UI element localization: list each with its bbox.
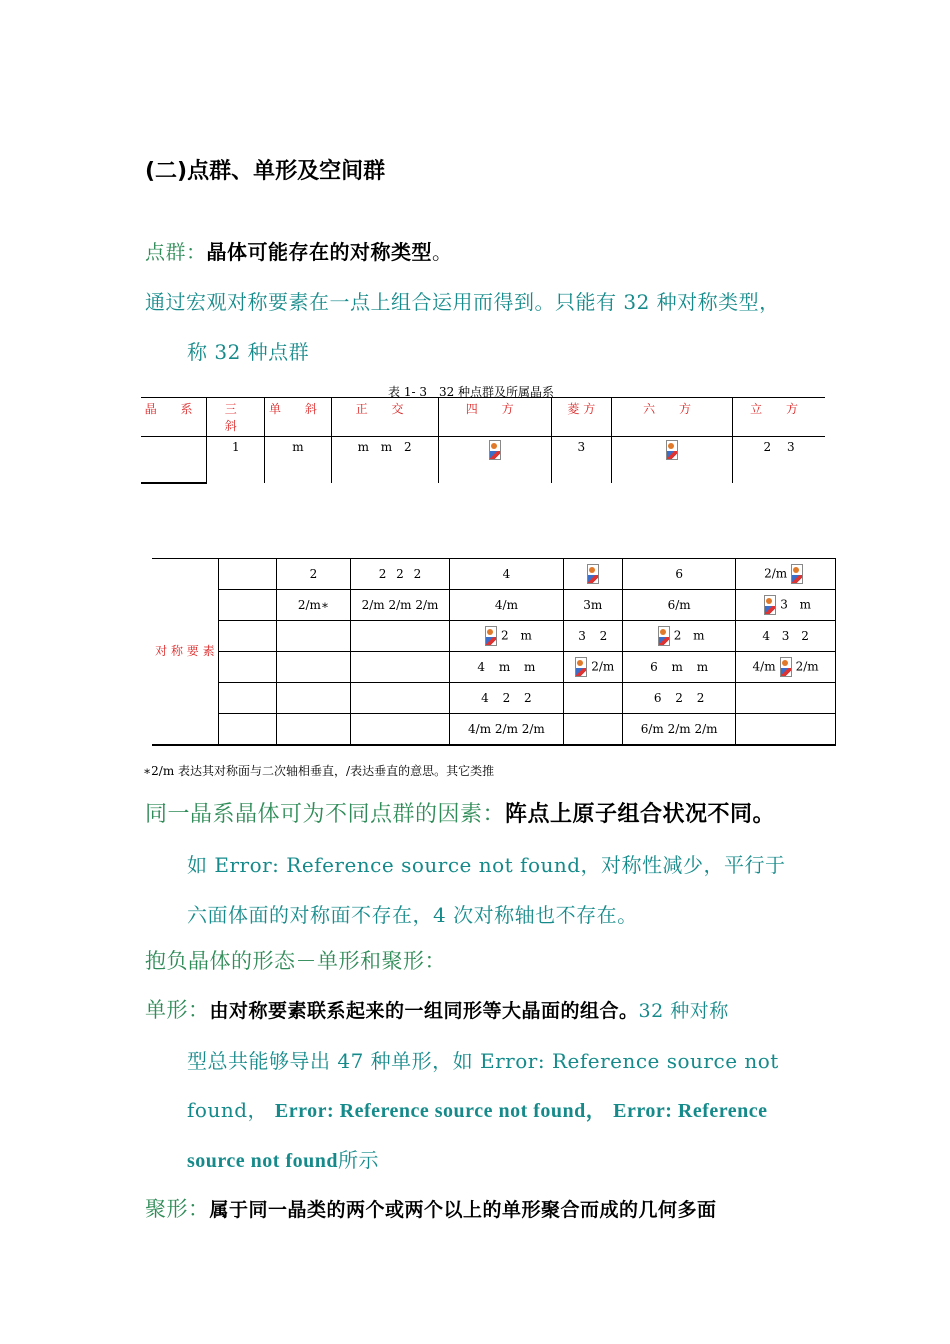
table-cell: 3 xyxy=(551,437,611,484)
table-cell xyxy=(277,652,350,683)
paragraph-error-ref-line1: 如 Error: Reference source not found，对称性减少，平行于 xyxy=(187,853,786,877)
table-row xyxy=(152,621,836,652)
table-cell: m m 2 xyxy=(331,437,438,484)
table-cell: 6 xyxy=(623,559,736,590)
table-cell xyxy=(563,559,623,590)
simple-form-error-ref-1: Error: Reference source not found， xyxy=(274,1100,607,1122)
table-cell: 4 3 2 xyxy=(736,621,836,652)
symmetry-elements-table xyxy=(152,558,836,746)
simple-form-error-ref-2: Error: Reference xyxy=(613,1100,768,1122)
point-group-label: 点群： xyxy=(145,240,207,264)
combined-form-label: 聚形： xyxy=(145,1197,210,1221)
table-cell xyxy=(611,437,732,484)
table-cell xyxy=(277,621,350,652)
table-cell xyxy=(350,714,450,746)
broken-image-icon xyxy=(658,626,670,646)
table-cell: 2 2 2 xyxy=(350,559,450,590)
table-cell: 2/m xyxy=(736,559,836,590)
broken-image-icon xyxy=(791,564,803,584)
table-footnote: ∗2/m 表达其对称面与二次轴相垂直，/表达垂直的意思。其它类推 xyxy=(143,764,495,778)
simple-form-shown: 所示 xyxy=(338,1148,379,1172)
broken-image-icon xyxy=(575,657,587,677)
table-cell xyxy=(350,652,450,683)
table-cell xyxy=(218,683,277,714)
same-system-label: 同一晶系晶体可为不同点群的因素： xyxy=(145,802,506,827)
table-cell: 3 2 xyxy=(563,621,623,652)
table-cell: 2 xyxy=(277,559,350,590)
symmetry-label: 对 称 要 素 xyxy=(152,559,218,746)
header-cell: 晶 系 xyxy=(141,398,207,437)
table-cell xyxy=(218,652,277,683)
table-cell xyxy=(218,559,277,590)
broken-image-icon xyxy=(489,440,501,460)
header-cell: 单 斜 xyxy=(265,398,331,437)
paragraph-same-system xyxy=(145,797,775,828)
header-cell: 菱 方 xyxy=(551,398,611,437)
table-cell: 4 xyxy=(450,559,563,590)
point-group-period: 。 xyxy=(432,240,453,264)
header-cell: 正 交 xyxy=(331,398,438,437)
table-cell: 4/m xyxy=(450,590,563,621)
combined-form-definition: 属于同一晶类的两个或两个以上的单形聚合而成的几何多面 xyxy=(209,1199,717,1221)
table-cell xyxy=(350,621,450,652)
table-cell xyxy=(736,714,836,746)
table-cell xyxy=(277,714,350,746)
section-heading: (二)点群、单形及空间群 xyxy=(145,159,386,184)
paragraph-32-groups-line2: 称 32 种点群 xyxy=(187,340,310,364)
table-row xyxy=(141,437,825,484)
table-row xyxy=(152,590,836,621)
point-group-definition: 晶体可能存在的对称类型 xyxy=(206,240,432,264)
table-cell: 1 xyxy=(207,437,265,484)
paragraph-error-ref-line2: 六面体面的对称面不存在，4 次对称轴也不存在。 xyxy=(187,903,638,927)
table-cell: 2 m xyxy=(623,621,736,652)
crystal-system-table xyxy=(141,397,825,484)
table-row xyxy=(152,714,836,746)
simple-form-definition: 由对称要素联系起来的一组同形等大晶面的组合。 xyxy=(209,1000,639,1022)
paragraph-combined-form xyxy=(145,1193,717,1223)
broken-image-icon xyxy=(780,657,792,677)
table-cell: 6/m 2/m 2/m xyxy=(623,714,736,746)
table-cell xyxy=(218,590,277,621)
header-cell: 四 方 xyxy=(438,398,551,437)
table-row xyxy=(152,559,836,590)
table-cell: 3m xyxy=(563,590,623,621)
table-cell: 4 m m xyxy=(450,652,563,683)
table-cell: 4/m 2/m 2/m xyxy=(450,714,563,746)
simple-form-found: found， xyxy=(187,1098,269,1122)
paragraph-form-title: 抱负晶体的形态－单形和聚形： xyxy=(145,949,446,973)
table-cell xyxy=(350,683,450,714)
simple-form-tail: 32 种对称 xyxy=(638,1000,729,1022)
table-header-row xyxy=(141,398,825,437)
table-cell xyxy=(736,683,836,714)
paragraph-simple-form-line4 xyxy=(187,1144,379,1173)
simple-form-label: 单形： xyxy=(145,998,210,1022)
broken-image-icon xyxy=(764,595,776,615)
table-cell xyxy=(277,683,350,714)
simple-form-error-ref-3: source not found xyxy=(187,1150,338,1172)
same-system-reason: 阵点上原子组合状况不同。 xyxy=(505,802,776,827)
table-cell: m xyxy=(265,437,331,484)
table-cell xyxy=(438,437,551,484)
table-cell xyxy=(218,621,277,652)
table-caption: 表 1- 3 32 种点群及所属晶系 xyxy=(388,385,555,399)
table-cell: 2 3 xyxy=(733,437,825,484)
table-cell xyxy=(563,683,623,714)
broken-image-icon xyxy=(587,564,599,584)
table-row xyxy=(152,652,836,683)
paragraph-point-group xyxy=(145,236,453,265)
table-cell: 6/m xyxy=(623,590,736,621)
table-cell: 6 m m xyxy=(623,652,736,683)
table-cell xyxy=(218,714,277,746)
table-cell: 6 2 2 xyxy=(623,683,736,714)
table-cell: 2/m 2/m 2/m xyxy=(350,590,450,621)
broken-image-icon xyxy=(485,626,497,646)
paragraph-32-groups-line1: 通过宏观对称要素在一点上组合运用而得到。只能有 32 种对称类型， xyxy=(145,290,780,314)
header-cell: 六 方 xyxy=(611,398,732,437)
header-cell: 立 方 xyxy=(733,398,825,437)
table-cell: 3 m xyxy=(736,590,836,621)
header-cell: 三 斜 xyxy=(207,398,265,437)
table-cell: 4 2 2 xyxy=(450,683,563,714)
table-cell xyxy=(141,437,207,484)
paragraph-simple-form-line3 xyxy=(187,1094,768,1123)
table-row xyxy=(152,683,836,714)
table-cell xyxy=(563,714,623,746)
broken-image-icon xyxy=(666,440,678,460)
table-cell: 2/m xyxy=(563,652,623,683)
table-cell: 4/m 2/m xyxy=(736,652,836,683)
paragraph-simple-form-line2: 型总共能够导出 47 种单形，如 Error: Reference source not xyxy=(187,1049,779,1073)
table-cell: 2/m∗ xyxy=(277,590,350,621)
paragraph-simple-form-line1 xyxy=(145,994,729,1024)
table-cell: 2 m xyxy=(450,621,563,652)
